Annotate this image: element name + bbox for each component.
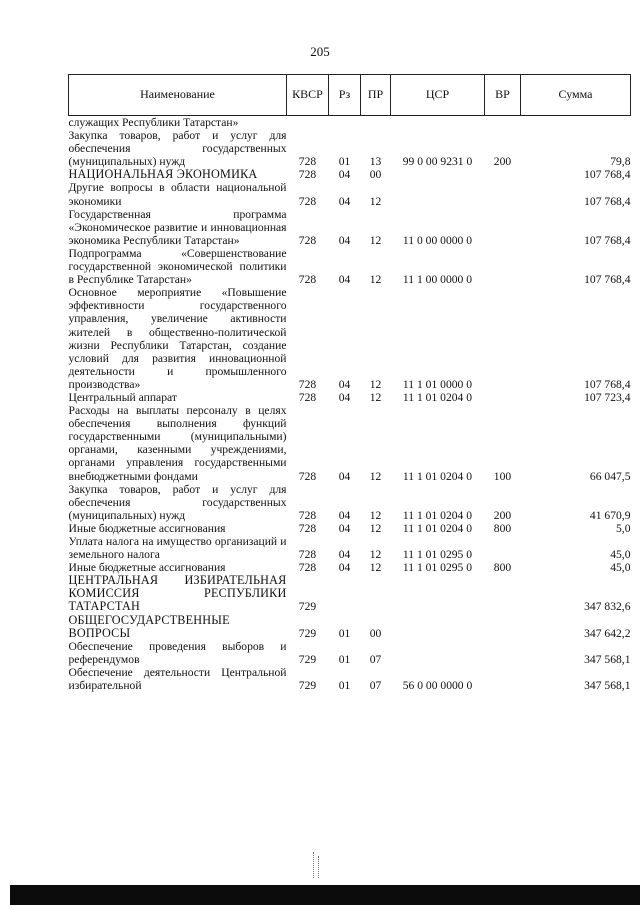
table-row: [69, 535, 631, 561]
cell-csr: 11 1 01 0204 0: [402, 521, 473, 535]
cell-kvsr: 728: [298, 168, 317, 182]
cell-name: Закупка товаров, работ и услуг для обеспечения государственных (муниципальных) нужд: [68, 482, 287, 522]
cell-vr: 200: [493, 508, 512, 522]
cell-csr: 11 1 01 0295 0: [402, 561, 473, 575]
cell-csr: 11 1 01 0204 0: [402, 508, 473, 522]
budget-table: [68, 74, 631, 692]
cell-rz: 04: [338, 233, 351, 247]
cell-vr: 100: [493, 469, 512, 483]
cell-name: НАЦИОНАЛЬНАЯ ЭКОНОМИКА: [68, 167, 258, 182]
cell-vr: [485, 614, 521, 640]
cell-vr: [485, 666, 521, 692]
cell-pr: 12: [369, 390, 382, 404]
cell-pr: 12: [369, 233, 382, 247]
cell-name: Другие вопросы в области национальной экономики: [68, 181, 287, 208]
cell-name: Иные бюджетные ассигнования: [68, 521, 226, 535]
cell-pr: 00: [369, 168, 382, 182]
cell-rz: 04: [338, 508, 351, 522]
table-row: [69, 522, 631, 535]
table-row: [69, 129, 631, 168]
page-number: 205: [310, 44, 330, 59]
table-row: [69, 247, 631, 286]
cell-name: Подпрограмма «Совершенствование государственной экономической политики в Республике Татарстан»: [68, 246, 287, 287]
cell-name: ОБЩЕГОСУДАРСТВЕННЫЕ ВОПРОСЫ: [68, 612, 230, 640]
table-row: [69, 168, 631, 181]
cell-kvsr: 728: [298, 521, 317, 535]
cell-vr: [485, 181, 521, 207]
cell-rz: 04: [338, 194, 351, 208]
cell-sum: 347 568,1: [584, 652, 631, 666]
header-pr: ПР: [361, 75, 391, 116]
cell-vr: [485, 168, 521, 181]
cell-name: Основное мероприятие «Повышение эффективности государственного управления, увеличение активности жителей в общественно-политической жизни Республики Татарстан, создание условий для развития инновационной деятельности и промышленного производства»: [68, 286, 287, 391]
cell-sum: 347 568,1: [584, 679, 631, 693]
table-row: [69, 208, 631, 247]
cell-sum: 107 768,4: [584, 194, 631, 208]
cell-sum: 45,0: [610, 548, 631, 562]
table-row: [69, 483, 631, 522]
header-csr: ЦСР: [391, 75, 485, 116]
scan-artifact: [318, 856, 319, 878]
cell-pr: 12: [369, 377, 382, 391]
cell-rz: 04: [338, 168, 351, 182]
cell-sum: 107 768,4: [584, 273, 631, 287]
header-rz: Рз: [329, 75, 361, 116]
table-row: [69, 666, 631, 692]
cell-sum: 66 047,5: [589, 469, 631, 483]
cell-name: Государственная программа «Экономическое развитие и инновационная экономика Республики Татарстан»: [68, 207, 287, 247]
table-row: [69, 404, 631, 483]
header-sum: Сумма: [521, 75, 631, 116]
cell-kvsr: 729: [298, 626, 317, 640]
cell-vr: 800: [493, 521, 512, 535]
cell-name: Обеспечение проведения выборов и референдумов: [68, 639, 287, 666]
scan-artifact: [313, 852, 314, 878]
cell-kvsr: 728: [298, 194, 317, 208]
cell-rz: 04: [338, 390, 351, 404]
cell-name: Закупка товаров, работ и услуг для обеспечения государственных (муниципальных) нужд: [68, 129, 287, 169]
cell-rz: [329, 574, 361, 613]
cell-sum: 107 768,4: [584, 168, 631, 182]
cell-kvsr: 728: [298, 469, 317, 483]
cell-kvsr: 728: [298, 561, 317, 575]
cell-rz: 01: [338, 652, 351, 666]
cell-vr: [485, 535, 521, 561]
cell-kvsr: 728: [298, 390, 317, 404]
cell-pr: 12: [369, 469, 382, 483]
cell-sum: 79,8: [610, 155, 631, 169]
table-row: [69, 286, 631, 391]
cell-rz: 04: [338, 521, 351, 535]
cell-name: Центральный аппарат: [68, 390, 177, 404]
cell-vr: [485, 640, 521, 666]
table-row: [69, 116, 631, 130]
cell-sum: 45,0: [610, 561, 631, 575]
cell-rz: 04: [338, 561, 351, 575]
cell-pr: 07: [369, 652, 382, 666]
cell-rz: 04: [338, 273, 351, 287]
cell-csr: [391, 168, 485, 181]
cell-kvsr: 728: [298, 273, 317, 287]
cell-kvsr: 728: [298, 155, 317, 169]
cell-name: Уплата налога на имущество организаций и земельного налога: [68, 535, 287, 562]
cell-name: Иные бюджетные ассигнования: [68, 561, 226, 575]
cell-csr: 11 1 01 0204 0: [402, 469, 473, 483]
cell-vr: [485, 286, 521, 391]
cell-kvsr: 728: [298, 548, 317, 562]
cell-sum: 5,0: [616, 521, 631, 535]
cell-pr: 12: [369, 508, 382, 522]
table-row: [69, 391, 631, 404]
table-row: [69, 181, 631, 207]
cell-vr: [485, 574, 521, 613]
cell-csr: [391, 640, 485, 666]
cell-name: ЦЕНТРАЛЬНАЯ ИЗБИРАТЕЛЬНАЯ КОМИССИЯ РЕСПУБЛИКИ ТАТАРСТАН: [68, 573, 287, 614]
cell-pr: [361, 574, 391, 613]
cell-csr: 11 1 01 0204 0: [402, 390, 473, 404]
cell-rz: 04: [338, 469, 351, 483]
cell-vr: [485, 116, 521, 130]
cell-name: Расходы на выплаты персоналу в целях обеспечения выполнения функций государственными (муниципальными) органами, казенными учреждениями, органами управления государственными внебюджетными фондами: [68, 404, 287, 483]
cell-csr: [391, 181, 485, 207]
cell-csr: 11 1 01 0295 0: [402, 548, 473, 562]
cell-pr: 12: [369, 561, 382, 575]
cell-vr: [485, 391, 521, 404]
table-row: [69, 614, 631, 640]
cell-kvsr: 729: [298, 600, 317, 614]
cell-pr: 12: [369, 548, 382, 562]
header-vr: ВР: [485, 75, 521, 116]
cell-pr: [361, 116, 391, 130]
cell-pr: 12: [369, 194, 382, 208]
cell-sum: 107 768,4: [584, 377, 631, 391]
cell-rz: 01: [338, 155, 351, 169]
cell-csr: 56 0 00 0000 0: [402, 679, 473, 693]
cell-name: Обеспечение деятельности Центральной избирательной: [68, 665, 287, 693]
scan-edge: [10, 885, 640, 905]
cell-sum: 41 670,9: [589, 508, 631, 522]
cell-pr: 00: [369, 626, 382, 640]
cell-csr: 11 0 00 0000 0: [402, 233, 473, 247]
cell-kvsr: [287, 116, 329, 130]
cell-pr: 12: [369, 521, 382, 535]
cell-vr: 800: [493, 561, 512, 575]
cell-sum: 107 723,4: [584, 390, 631, 404]
table-row: [69, 640, 631, 666]
cell-rz: 01: [338, 679, 351, 693]
cell-kvsr: 728: [298, 377, 317, 391]
cell-rz: 04: [338, 548, 351, 562]
cell-pr: 07: [369, 679, 382, 693]
cell-rz: 04: [338, 377, 351, 391]
cell-sum: 347 642,2: [584, 626, 631, 640]
cell-rz: [329, 116, 361, 130]
cell-sum: 347 832,6: [584, 600, 631, 614]
cell-kvsr: 728: [298, 508, 317, 522]
cell-csr: [391, 614, 485, 640]
cell-csr: 11 1 01 0000 0: [402, 377, 473, 391]
cell-vr: [485, 247, 521, 286]
table-header-row: [69, 75, 631, 116]
cell-rz: 01: [338, 626, 351, 640]
cell-name: служащих Республики Татарстан»: [68, 116, 239, 129]
header-name: Наименование: [69, 75, 287, 116]
cell-csr: 99 0 00 9231 0: [402, 155, 473, 169]
cell-vr: 200: [493, 155, 512, 169]
cell-pr: 12: [369, 273, 382, 287]
cell-csr: [391, 574, 485, 613]
cell-vr: [485, 208, 521, 247]
cell-kvsr: 728: [298, 233, 317, 247]
cell-csr: [391, 116, 485, 130]
cell-sum: 107 768,4: [584, 233, 631, 247]
cell-pr: 13: [369, 155, 382, 169]
header-kvsr: КВСР: [287, 75, 329, 116]
cell-csr: 11 1 00 0000 0: [402, 273, 473, 287]
cell-sum: [521, 116, 631, 130]
cell-kvsr: 729: [298, 679, 317, 693]
cell-kvsr: 729: [298, 652, 317, 666]
table-row: [69, 574, 631, 613]
